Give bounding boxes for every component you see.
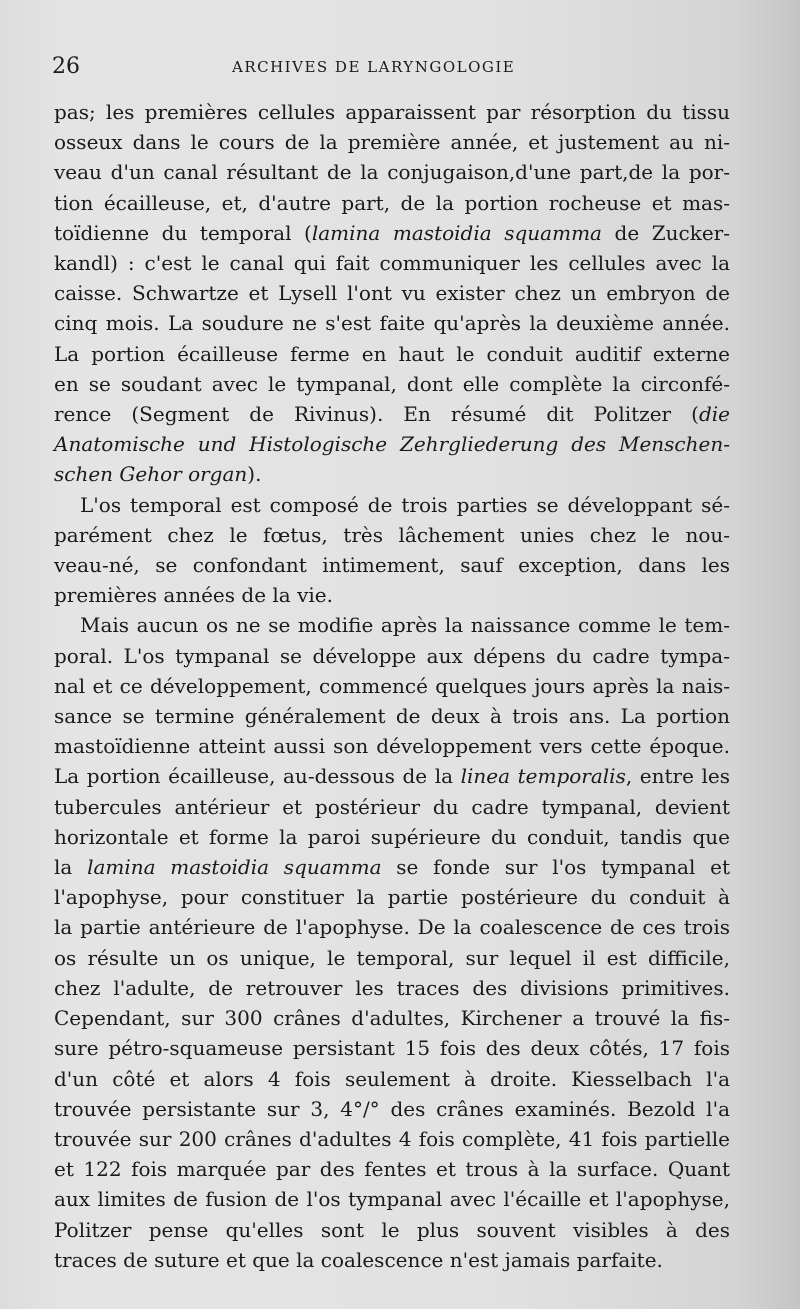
page-header: [52, 52, 748, 84]
text-line: sure pétro-squameuse persistant 15 fois des deux côtés, 17 fois: [54, 1036, 730, 1061]
text-line: caisse. Schwartze et Lysell l'ont vu exister chez un embryon de: [54, 281, 730, 306]
text-line: pas; les premières cellules apparaissent par résorption du tissu: [54, 100, 730, 124]
text-line: veau d'un canal résultant de la conjugaison,d'une part,de la por-: [54, 160, 730, 185]
text-line: sance se termine généralement de deux à trois ans. La portion: [54, 704, 730, 729]
text-line: parément chez le fœtus, très lâchement unies chez le nou-: [54, 522, 730, 547]
text-line: La portion écailleuse, au-dessous de la linea temporalis, entre les: [54, 764, 730, 789]
text-line: premières années de la vie.: [54, 583, 333, 608]
text-line: Mais aucun os ne se modifie après la naissance comme le tem-: [80, 613, 730, 638]
text-line: kandl) : c'est le canal qui fait communiquer les cellules avec la: [54, 251, 730, 276]
text-line: rence (Segment de Rivinus). En résumé dit Politzer (die: [54, 402, 730, 427]
text-line: horizontale et forme la paroi supérieure du conduit, tandis que: [54, 824, 730, 849]
text-line: traces de suture et que la coalescence n'est jamais parfaite.: [54, 1247, 663, 1272]
text-line: os résulte un os unique, le temporal, sur lequel il est difficile,: [54, 945, 730, 970]
italic-text: schen Gehor organ: [54, 462, 248, 487]
text-line: Politzer pense qu'elles sont le plus souvent visibles à des: [54, 1217, 730, 1242]
italic-text: lamina mastoidia squamma: [311, 220, 602, 245]
page-number: 26: [52, 54, 80, 79]
text-line: aux limites de fusion de l'os tympanal avec l'écaille et l'apophyse,: [54, 1187, 730, 1212]
text-line: et 122 fois marquée par des fentes et trous à la surface. Quant: [54, 1157, 730, 1182]
text-line: en se soudant avec le tympanal, dont elle complète la circonfé-: [54, 371, 730, 396]
running-title: ARCHIVES DE LARYNGOLOGIE: [232, 58, 516, 76]
text-line: Cependant, sur 300 crânes d'adultes, Kirchener a trouvé la fis-: [54, 1006, 730, 1031]
text-line: tubercules antérieur et postérieur du cadre tympanal, devient: [54, 794, 730, 819]
text-line: nal et ce développement, commencé quelques jours après la nais-: [54, 673, 730, 698]
text-line: tion écailleuse, et, d'autre part, de la portion rocheuse et mas-: [54, 190, 730, 215]
text-line: trouvée sur 200 crânes d'adultes 4 fois complète, 41 fois partielle: [54, 1126, 730, 1151]
text-line: L'os temporal est composé de trois parties se développant sé-: [80, 492, 730, 517]
text-line: la lamina mastoidia squamma se fonde sur l'os tympanal et: [54, 855, 730, 880]
italic-text: linea temporalis: [460, 764, 626, 789]
text-line: la partie antérieure de l'apophyse. De la coalescence de ces trois: [54, 915, 730, 940]
italic-text: Anatomische und Histologische Zehrgliederung des Menschen-: [54, 432, 730, 457]
italic-text: die: [698, 402, 730, 427]
text-line: d'un côté et alors 4 fois seulement à droite. Kiesselbach l'a: [54, 1066, 730, 1091]
text-line: toïdienne du temporal (lamina mastoidia squamma de Zucker-: [54, 220, 730, 245]
text-line: veau-né, se confondant intimement, sauf exception, dans les: [54, 553, 730, 578]
text-line: l'apophyse, pour constituer la partie postérieure du conduit à: [54, 885, 730, 910]
text-line: [54, 429, 730, 459]
text-line: schen Gehor organ).: [54, 462, 262, 487]
italic-text: lamina mastoidia squamma: [87, 855, 382, 880]
text-line: chez l'adulte, de retrouver les traces des divisions primitives.: [54, 975, 730, 1000]
text-line: cinq mois. La soudure ne s'est faite qu'après la deuxième année.: [54, 311, 730, 336]
text-line: poral. L'os tympanal se développe aux dépens du cadre tympa-: [54, 643, 730, 668]
text-line: La portion écailleuse ferme en haut le conduit auditif externe: [54, 341, 730, 366]
text-line: trouvée persistante sur 3, 4°/° des crânes examinés. Bezold l'a: [54, 1096, 730, 1121]
body-text: [54, 97, 730, 1275]
text-line: osseux dans le cours de la première année, et justement au ni-: [54, 130, 730, 155]
text-line: mastoïdienne atteint aussi son développement vers cette époque.: [54, 734, 730, 759]
